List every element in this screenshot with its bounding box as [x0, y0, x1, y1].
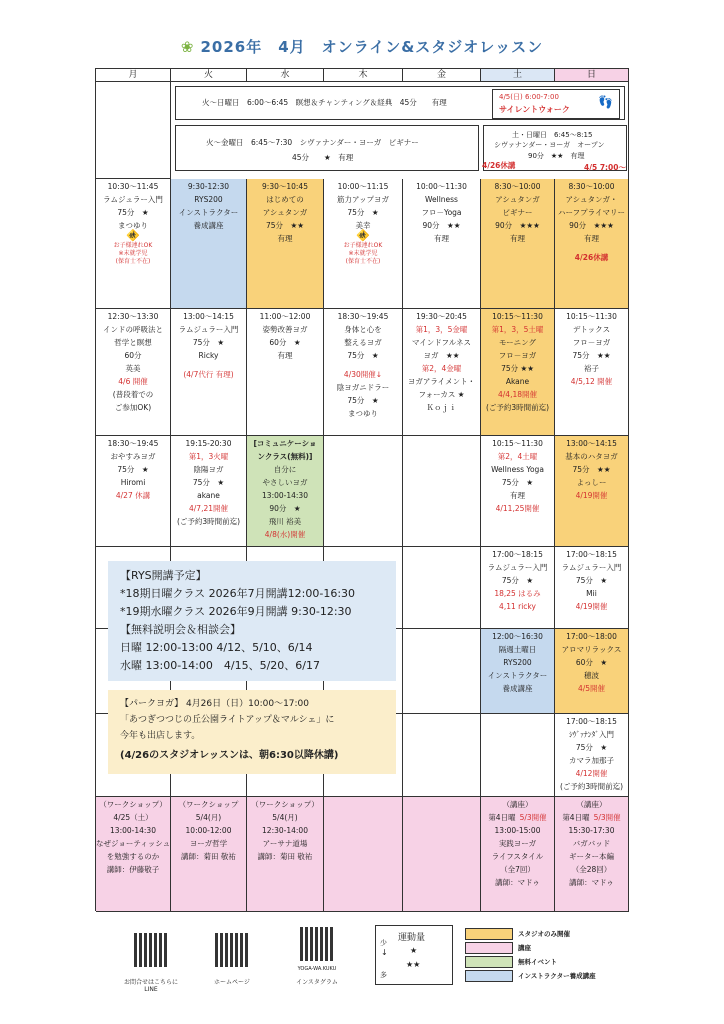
course-day: 第4日曜 [488, 813, 516, 822]
legend-swatch [465, 956, 513, 968]
day-header-wed: 水 [247, 69, 324, 82]
kids-ok-note [96, 229, 170, 266]
class-wed-1[interactable] [247, 179, 324, 309]
empty-cell [403, 547, 481, 629]
empty-cell [481, 714, 555, 797]
class-line: 10:30～11:45 [107, 182, 159, 191]
class-line: 10:15～11:30 [566, 312, 617, 321]
class-line: Wellness [425, 195, 458, 204]
morning-sivananda-banner[interactable] [175, 125, 479, 171]
class-line: 裕子 [584, 364, 599, 373]
kids-note-line: お子様連れOK [343, 242, 383, 249]
day-header-sun: 日 [555, 69, 629, 82]
legend-swatch [465, 928, 513, 940]
date-note: 4/12開催 [575, 769, 608, 778]
class-line: ライフスタイル [491, 852, 544, 861]
date-note: 4/5開催 [577, 684, 606, 693]
class-line: 75分 ★★ [572, 465, 611, 474]
class-line: おやすみヨガ [110, 452, 156, 461]
class-sun-1[interactable] [555, 179, 629, 309]
date-note: 4/27 休講 [115, 491, 151, 500]
class-tue-2[interactable] [171, 309, 247, 436]
class-sat-3[interactable] [481, 436, 555, 547]
class-sun-5[interactable] [555, 629, 629, 714]
class-line: アシュタンガ [262, 208, 308, 217]
class-line: 17:00～18:15 [492, 550, 543, 559]
class-line: ヨーガ哲学 [189, 839, 228, 848]
park-info-line: (4/26のスタジオレッスンは、朝6:30以降休講) [120, 750, 339, 761]
legend-label: 無料イベント [518, 958, 557, 966]
legend-swatch [465, 942, 513, 954]
kids-note-line: (保育士不在) [115, 258, 151, 265]
class-line: 75分 ★★ [501, 364, 534, 373]
class-line: 有理 [277, 351, 293, 360]
course-date-line [555, 811, 628, 824]
kids-note-line: ※未就学児 [348, 250, 378, 257]
class-line: 陰ヨガニドラー [336, 383, 390, 392]
class-line: 9:30～10:45 [262, 182, 308, 191]
note-line: (ご予約3時間前迄) [176, 517, 241, 526]
class-line: 飛川 裕美 [268, 517, 302, 526]
class-line: バガバッド [572, 839, 611, 848]
class-line: 身体と心を [344, 325, 382, 334]
homepage-qr-code[interactable] [215, 933, 249, 967]
class-line: アシュタンガ [495, 195, 540, 204]
class-line: ラムジュラー入門 [103, 195, 163, 204]
class-line: 60分 ★ [269, 338, 301, 347]
class-line: ハーフプライマリー [558, 208, 625, 217]
footprints-icon: 👣 [598, 95, 613, 109]
class-line: フロ－ヨガ [572, 338, 611, 347]
class-line: 90分 ★★★ [569, 221, 614, 230]
class-sat-2[interactable] [481, 309, 555, 436]
date-note: (4/7代行 有理) [183, 370, 234, 379]
rys-info-line: 水曜 13:00-14:00 4/15、5/20、6/17 [120, 659, 320, 672]
class-line: 4/25（土） [113, 813, 153, 822]
class-line: ヨガアライメント・ [407, 377, 476, 386]
course-sun[interactable] [555, 797, 629, 912]
class-thu-1[interactable] [324, 179, 403, 309]
effort-title: 運動量 [398, 933, 426, 943]
class-line: モーニング [498, 338, 537, 347]
class-line: 美幸 [355, 221, 371, 230]
class-line: 基本のハタヨガ [565, 452, 618, 461]
class-line: （講座） [502, 800, 533, 809]
class-line: 18:30～19:45 [107, 439, 159, 448]
class-line: 陰陽ヨガ [193, 465, 224, 474]
class-line: 90分 ★★★ [495, 221, 540, 230]
day-header-thu: 木 [324, 69, 403, 82]
class-line: 筋力アップヨガ [337, 195, 389, 204]
class-line: 8:30～10:00 [494, 182, 541, 191]
qr-homepage-label: ホームページ [214, 979, 250, 986]
date-note: 4/4,18開催 [498, 390, 537, 399]
class-line: アーサナ道場 [262, 839, 308, 848]
class-line: 養成講座 [502, 684, 533, 693]
park-info-line: 【パークヨガ】 4月26日（日）10:00～17:00 [120, 699, 310, 709]
class-line: （講座） [576, 800, 607, 809]
course-date: 5/3開催 [519, 813, 547, 822]
schedule-note: 第2，4金曜 [421, 364, 462, 373]
schedule-note: 第1，3，5土曜 [491, 325, 544, 334]
weekend-cancel-note: 4/26休講 [482, 161, 516, 170]
class-sat-4[interactable] [481, 547, 555, 629]
class-line: 13:00-14:30 [262, 491, 308, 500]
class-line: 整えるヨガ [344, 338, 382, 347]
instagram-qr-code[interactable] [300, 927, 334, 961]
class-line: 隔週土曜日 [498, 645, 537, 654]
kids-ok-note [324, 229, 402, 266]
class-line: カマラ加那子 [569, 756, 614, 765]
class-line: Mii [586, 589, 597, 598]
class-line: まつゆり [118, 221, 148, 230]
banner2-line2: 45分 ★ 有理 [292, 153, 354, 162]
class-line: 18:30～19:45 [337, 312, 389, 321]
class-line: 有理 [510, 234, 525, 243]
class-line: 5/4(月) [272, 813, 298, 822]
class-line: 英美 [125, 364, 141, 373]
rys-info-line: *19期水曜クラス 2026年9月開講 9:30-12:30 [120, 605, 352, 618]
schedule-note: 第2，4土曜 [497, 452, 538, 461]
class-line: Akane [505, 377, 530, 386]
class-line: 75分 ★ [501, 478, 534, 487]
date-note: 4/11,25開催 [495, 504, 540, 513]
class-wed-3[interactable] [247, 436, 324, 547]
date-note: 4/7,21開催 [189, 504, 228, 513]
class-line: フロ－ヨガ [498, 351, 537, 360]
class-line: 19:30～20:45 [416, 312, 467, 321]
banner2-sat_line3: 90分 ★★ 有理 [528, 152, 585, 160]
empty-cell [324, 436, 403, 547]
schedule-note: 第1，3火曜 [188, 452, 229, 461]
class-line: 13:00-14:30 [110, 826, 156, 835]
class-line: 90分 ★ [269, 504, 301, 513]
class-tue-3[interactable] [171, 436, 247, 547]
rys-info-line: 日曜 12:00-13:00 4/12、5/10、6/14 [120, 641, 313, 654]
class-line: 13:00～14:15 [183, 312, 234, 321]
effort-star1: ★ [410, 946, 418, 955]
kids-note-line: (保育士不在) [345, 258, 381, 265]
date-note: 4/19開催 [575, 491, 608, 500]
class-line: まつゆり [348, 409, 378, 418]
class-line: ビギナー [502, 208, 533, 217]
class-line: Ｋｏｊｉ [426, 403, 457, 412]
class-line: ギーター本編 [569, 852, 614, 861]
date-note: 4/19開催 [575, 602, 608, 611]
empty-cell [403, 436, 481, 547]
class-line: RYS200 [194, 195, 223, 204]
rys-info-line: *18期日曜クラス 2026年7月開講12:00-16:30 [120, 587, 356, 600]
course-date-line [481, 811, 554, 824]
class-sat-1[interactable] [481, 179, 555, 309]
effort-star2: ★★ [406, 960, 421, 969]
effort-low: 少 [380, 939, 387, 947]
class-sun-6[interactable] [555, 714, 629, 797]
class-line: 講師：マドゥ [569, 878, 614, 887]
class-line: 15:30-17:30 [568, 826, 615, 835]
class-line: （全7回） [500, 865, 535, 874]
class-line: ラムジュラー入門 [561, 563, 622, 572]
class-mon-1[interactable] [96, 179, 171, 309]
class-line: 75分 ★ [575, 576, 608, 585]
class-line: 75分 ★ [501, 576, 534, 585]
banner2-sat_line1: 土・日曜日 6:45～8:15 [512, 131, 593, 139]
class-line: やさしいヨガ [262, 478, 308, 487]
class-line: 17:00～18:15 [566, 550, 617, 559]
class-mon-2[interactable] [96, 309, 171, 436]
class-line: 9:30-12:30 [187, 182, 230, 191]
qr-instagram-small: YOGA-WA.KUKU [297, 966, 337, 972]
empty-cell [96, 82, 171, 179]
class-wed-2[interactable] [247, 309, 324, 436]
class-line: フォーカス ★ [418, 390, 465, 399]
class-line: 75分 ★★ [266, 221, 304, 230]
class-line: 5/4(月) [195, 813, 222, 822]
class-line: 90分 ★★ [422, 221, 461, 230]
rys-info-line: 【RYS開講予定】 [120, 569, 207, 582]
class-line: 17:00～18:00 [566, 632, 617, 641]
silent-walk-box[interactable] [492, 89, 620, 119]
effort-high: 多 [380, 971, 387, 979]
banner2-line1: 火～金曜日 6:45～7:30 シヴァナンダー・ヨーガ ビギナー [206, 138, 419, 147]
class-line: 13:00～14:15 [566, 439, 617, 448]
rys-info-line: 【無料説明会＆相談会】 [120, 623, 241, 636]
class-line: 19:15-20:30 [185, 439, 232, 448]
weekend-sun-note: 4/5 7:00～ [584, 163, 626, 172]
class-sun-3[interactable] [555, 436, 629, 547]
class-line: インドの呼吸法と [103, 325, 163, 334]
class-line: デトックス [572, 325, 611, 334]
morning-meditation-banner[interactable] [175, 86, 625, 120]
class-line: Wellness Yoga [491, 465, 544, 474]
schedule-grid [95, 68, 629, 911]
legend-label: スタジオのみ開催 [518, 930, 570, 938]
day-header-fri: 金 [403, 69, 481, 82]
class-line: 12:00～16:30 [492, 632, 543, 641]
legend-swatch [465, 970, 513, 982]
class-line: 有理 [510, 491, 525, 500]
class-line: 有理 [584, 234, 599, 243]
course-day: 第4日曜 [562, 813, 590, 822]
class-line: よっしー [576, 478, 607, 487]
day-header-sat: 土 [481, 69, 555, 82]
course-date: 5/3開催 [593, 813, 621, 822]
class-line: 8:30～10:00 [568, 182, 615, 191]
workshop-tue[interactable] [171, 797, 247, 912]
class-thu-2[interactable] [324, 309, 403, 436]
date-note: 4/30開催↓ [343, 370, 383, 379]
class-line: 75分 ★★ [572, 351, 611, 360]
class-line: 75分 ★ [192, 338, 225, 347]
class-line: 75分 ★ [347, 396, 379, 405]
class-tue-1[interactable] [171, 179, 247, 309]
class-sun-4[interactable] [555, 547, 629, 629]
class-line: akane [197, 491, 220, 500]
empty-cell [403, 714, 481, 797]
class-line: 60分 ★ [575, 658, 608, 667]
note-line: ご参加OK) [114, 403, 152, 412]
class-line: 哲学と瞑想 [114, 338, 152, 347]
kids-note-line: ※未就学児 [118, 250, 148, 257]
class-line: 75分 ★ [347, 351, 379, 360]
line-qr-code[interactable] [134, 933, 168, 967]
class-line: 75分 ★ [575, 743, 608, 752]
workshop-wed[interactable] [247, 797, 324, 912]
legend-label: 講座 [518, 944, 531, 952]
class-line: はじめての [266, 195, 304, 204]
class-line: 自分に [273, 465, 297, 474]
class-sat-5[interactable] [481, 629, 555, 714]
class-line: インストラクター [487, 671, 548, 680]
class-line: ラムジュラー入門 [178, 325, 239, 334]
class-line: 75分 ★ [117, 465, 149, 474]
class-line: 講師：伊藤敬子 [106, 865, 160, 874]
class-line: ｼｳﾞｧﾅﾝﾀﾞ入門 [569, 730, 614, 739]
class-line: 有理 [277, 234, 293, 243]
child-icon: 🚸 [356, 229, 370, 242]
class-fri-2[interactable] [403, 309, 481, 436]
banner2-sat_line2: シヴァナンダー・ヨーガ オープン [494, 141, 605, 149]
silent-walk-time: 4/5(日) 6:00-7:00 [499, 93, 559, 101]
silent-walk-name: サイレントウォーク [499, 105, 570, 114]
class-line: RYS200 [503, 658, 532, 667]
class-line: （ワークショップ [178, 800, 239, 809]
class-line: を勉強するのか [106, 852, 160, 861]
schedule-note: 第1，3，5金曜 [415, 325, 468, 334]
date-note: 18,25 はるみ [494, 589, 541, 598]
class-line: 実践ヨーガ [498, 839, 537, 848]
class-line: 75分 ★ [192, 478, 225, 487]
child-icon: 🚸 [126, 229, 140, 242]
qr-instagram-label: インスタグラム [296, 979, 338, 986]
rys-info-box [108, 561, 396, 681]
class-line: 有理 [434, 234, 449, 243]
date-note: 4/6 開催 [118, 377, 148, 386]
kids-note-line: お子様連れOK [113, 242, 153, 249]
class-line: 10:00～11:15 [337, 182, 389, 191]
class-line: 穂波 [584, 671, 599, 680]
class-mon-3[interactable] [96, 436, 171, 547]
qr-line-label: お問合せはこちらに LINE [123, 979, 185, 993]
class-line: 17:00～18:15 [566, 717, 617, 726]
class-sun-2[interactable] [555, 309, 629, 436]
note-line: (普段着での [112, 390, 154, 399]
class-line: Hiromi [120, 478, 146, 487]
class-line: 12:30-14:00 [262, 826, 308, 835]
class-line: 養成講座 [193, 221, 224, 230]
page-title: ❀ 2026年 4月 オンライン&スタジオレッスン [180, 38, 544, 56]
class-line: 10:15～11:30 [492, 312, 543, 321]
cancel-note: 4/26休講 [574, 253, 609, 262]
note-line: (ご予約3時間前迄) [485, 403, 550, 412]
class-line: 講師：菊田 敬祐 [181, 852, 236, 861]
weekend-sivananda-banner[interactable] [483, 125, 627, 171]
empty-cell [403, 629, 481, 714]
class-line: 10:00～11:30 [416, 182, 467, 191]
class-line: （全28回） [571, 865, 612, 874]
park-info-line: 「あつぎつつじの丘公園ライトアップ＆マルシェ」に [120, 715, 335, 725]
day-header-mon: 月 [96, 69, 171, 82]
class-line: 12:30～13:30 [107, 312, 159, 321]
flower-icon: ❀ [180, 38, 195, 56]
workshop-mon[interactable] [96, 797, 171, 912]
class-line: 10:15～11:30 [492, 439, 543, 448]
class-line: 講師：菊田 敬祐 [257, 852, 313, 861]
class-line: アロマリラックス [561, 645, 622, 654]
course-sat[interactable] [481, 797, 555, 912]
class-fri-1[interactable] [403, 179, 481, 309]
empty-cell [324, 797, 403, 912]
date-note: 4,11 ricky [499, 602, 536, 611]
class-line: なぜジョーティッシュ [96, 839, 171, 848]
class-head: [コミュニケーショ [253, 439, 317, 448]
class-line: ヨガ ★★ [423, 351, 460, 360]
date-note: 4/5,12 開催 [570, 377, 613, 386]
class-line: 講師：マドゥ [495, 878, 540, 887]
class-line: 姿勢改善ヨガ [262, 325, 308, 334]
class-line: マインドフルネス [411, 338, 472, 347]
day-header-tue: 火 [171, 69, 247, 82]
class-line: （ワークショップ） [251, 800, 319, 809]
class-line: Ricky [198, 351, 219, 360]
note-line: (ご予約3時間前迄) [559, 782, 624, 791]
date-note: 4/8(水)開催 [264, 530, 306, 539]
class-line: 10:00-12:00 [185, 826, 232, 835]
park-info-line: 今年も出店します。 [120, 731, 201, 741]
class-line: 75分 ★ [117, 208, 149, 217]
park-yoga-box [108, 690, 396, 774]
class-head: ンクラス(無料)] [257, 452, 313, 461]
legend-label: インストラクター養成講座 [518, 972, 596, 980]
class-line: アシュタンガ・ [565, 195, 618, 204]
class-line: 75分 ★ [347, 208, 379, 217]
banner1-text: 火～日曜日 6:00～6:45 瞑想＆チャンティング＆経典 45分 有理 [202, 98, 447, 107]
effort-arrow-icon: ↓ [381, 948, 388, 957]
empty-cell [403, 797, 481, 912]
class-line: ラムジュラー入門 [487, 563, 548, 572]
class-line: 60分 [124, 351, 142, 360]
class-line: フロ－Yoga [421, 208, 462, 217]
class-line: インストラクター [178, 208, 239, 217]
class-line: （ワークショップ） [99, 800, 167, 809]
class-line: 11:00～12:00 [259, 312, 311, 321]
class-line: 13:00-15:00 [494, 826, 541, 835]
